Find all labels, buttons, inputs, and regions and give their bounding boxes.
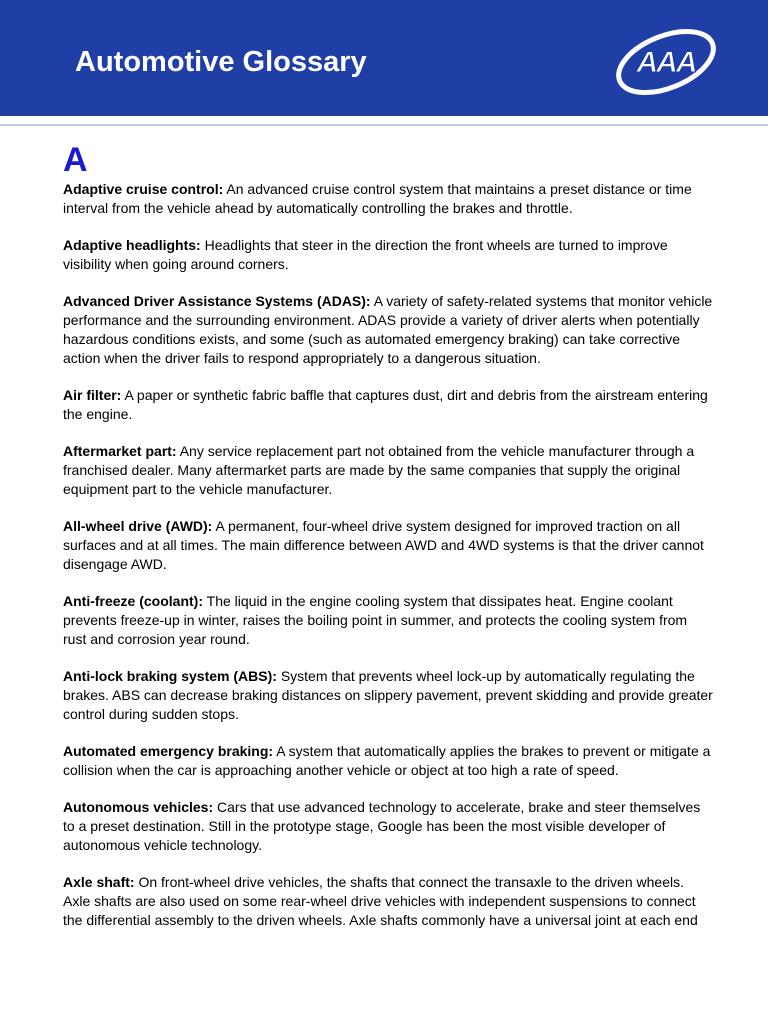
- entry-definition: A permanent, four-wheel drive system designed for improved traction on all surfaces and at all times. The main difference between AWD and 4WD systems is that the driver cannot disengage AWD.: [63, 518, 704, 572]
- entry-term: Anti-freeze (coolant):: [63, 593, 203, 609]
- entry-term: Automated emergency braking:: [63, 743, 274, 759]
- glossary-entry: [63, 742, 713, 780]
- entry-term: Adaptive cruise control:: [63, 181, 224, 197]
- entry-definition: Any service replacement part not obtained from the vehicle manufacturer through a franchised dealer. Many aftermarket parts are made by the same companies that supply the original equipment part to the vehicle manufacturer.: [63, 443, 695, 497]
- glossary-entry: [63, 873, 713, 930]
- entry-definition: On front-wheel drive vehicles, the shafts that connect the transaxle to the driven wheels. Axle shafts are also used on some rear-wheel drive vehicles with independent suspensions to connect the differential assembly to the driven wheels. Axle shafts commonly have a universal joint at each end: [63, 874, 698, 928]
- entry-definition: Headlights that steer in the direction the front wheels are turned to improve visibility when going around corners.: [63, 237, 668, 272]
- header-divider: [0, 124, 768, 126]
- glossary-entry: [63, 386, 713, 424]
- entry-definition: A system that automatically applies the brakes to prevent or mitigate a collision when the car is approaching another vehicle or object at too high a rate of speed.: [63, 743, 711, 778]
- entry-definition: A variety of safety-related systems that monitor vehicle performance and the surrounding environment. ADAS provide a variety of driver alerts when potentially hazardous conditions exists, and some (such as automated emergency braking) can take corrective action when the driver fails to respond appropriately to a dangerous situation.: [63, 293, 713, 366]
- entry-term: Advanced Driver Assistance Systems (ADAS):: [63, 293, 371, 309]
- aaa-logo: [612, 28, 720, 96]
- glossary-entry: [63, 292, 713, 368]
- glossary-entry: [63, 442, 713, 499]
- entry-definition: The liquid in the engine cooling system that dissipates heat. Engine coolant prevents freeze-up in winter, raises the boiling point in summer, and protects the cooling system from rust and corrosion year round.: [63, 593, 688, 647]
- entry-definition: System that prevents wheel lock-up by automatically regulating the brakes. ABS can decrease braking distances on slippery pavement, prevent skidding and provide greater control during sudden stops.: [63, 668, 713, 722]
- section-letter: A: [63, 141, 88, 179]
- glossary-entry: [63, 667, 713, 724]
- glossary-entry: [63, 180, 713, 218]
- glossary-entry: [63, 798, 713, 855]
- entry-term: Axle shaft:: [63, 874, 135, 890]
- glossary-entry: [63, 236, 713, 274]
- entry-term: Air filter:: [63, 387, 122, 403]
- svg-text:AAA: AAA: [636, 46, 696, 79]
- glossary-content: [63, 140, 713, 948]
- entry-definition: Cars that use advanced technology to accelerate, brake and steer themselves to a preset destination. Still in the prototype stage, Google has been the most visible developer of autonomous vehicle technology.: [63, 799, 701, 853]
- entry-term: Autonomous vehicles:: [63, 799, 214, 815]
- glossary-entry: [63, 592, 713, 649]
- entry-term: Adaptive headlights:: [63, 237, 201, 253]
- entry-term: Anti-lock braking system (ABS):: [63, 668, 277, 684]
- entry-term: All-wheel drive (AWD):: [63, 518, 213, 534]
- entry-definition: An advanced cruise control system that maintains a preset distance or time interval from the vehicle ahead by automatically controlling the brakes and throttle.: [63, 181, 692, 216]
- entry-definition: A paper or synthetic fabric baffle that captures dust, dirt and debris from the airstream entering the engine.: [63, 387, 708, 422]
- page-header: [0, 0, 768, 116]
- page-title: Automotive Glossary: [75, 46, 367, 78]
- glossary-entry: [63, 517, 713, 574]
- entry-term: Aftermarket part:: [63, 443, 177, 459]
